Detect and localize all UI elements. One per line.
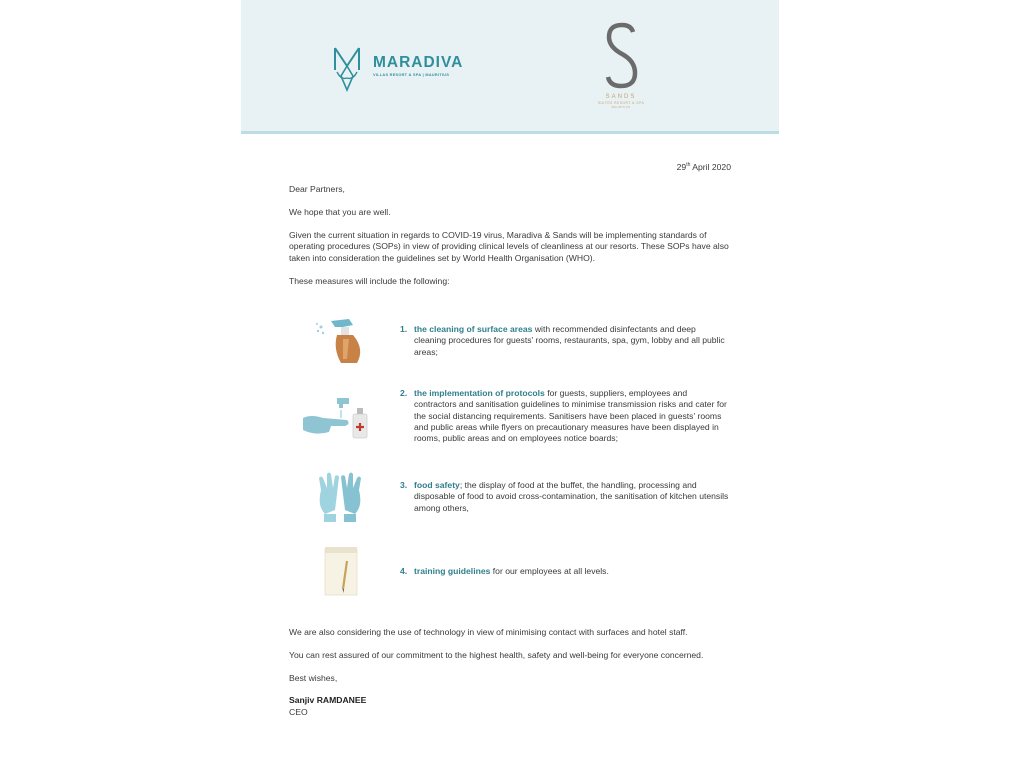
technology-paragraph: We are also considering the use of technology in view of minimising contact with surfaces and hotel staff. <box>289 627 688 637</box>
intro-paragraph: Given the current situation in regards to COVID-19 virus, Maradiva & Sands will be implementing standards of operating procedures (SOPs) in view of providing clinical levels of cleanliness at our resorts. These SOPs have also taken into consideration the guidelines set by World Health Organisation (WHO). <box>289 230 729 263</box>
signatory-name: Sanjiv RAMDANEE <box>289 695 367 705</box>
measures-intro: These measures will include the following: <box>289 276 450 286</box>
measure-item <box>400 480 730 514</box>
measure-text: ; the display of food at the buffet, the handling, processing and disposable of food to avoid cross-contamination, the sanitisation of kitchen utensils among others, <box>414 480 729 513</box>
assurance-paragraph: You can rest assured of our commitment to the highest health, safety and well-being for everyone concerned. <box>289 650 704 660</box>
letterhead <box>241 0 779 134</box>
letter-page <box>241 0 779 765</box>
gloves-icon <box>315 470 365 524</box>
measure-title: the implementation of protocols <box>414 388 545 398</box>
measure-text: for our employees at all levels. <box>490 566 609 576</box>
letter-date: 29th April 2020 <box>676 162 731 172</box>
measure-title: food safety <box>414 480 460 490</box>
sands-wordmark: SANDS <box>605 94 637 100</box>
measure-number: 3. <box>400 480 408 490</box>
sands-location: MAURITIUS <box>611 106 631 109</box>
sands-tagline: SUITES RESORT & SPA <box>597 101 645 105</box>
measure-item <box>400 566 730 577</box>
measure-item <box>400 388 730 444</box>
measure-title: training guidelines <box>414 566 491 576</box>
measure-text: with recommended disinfectants and deep cleaning procedures for guests' rooms, restaurants, spa, gym, lobby and all public areas; <box>414 324 725 357</box>
measure-text: for guests, suppliers, employees and contractors and sanitisation guidelines to minimise transmission risks and cater for the social distancing requirements. Sanitisers have been placed in guests' rooms and public areas while flyers on precautionary measures have been displayed in rooms, public areas and on employees notice boards; <box>414 388 727 444</box>
maradiva-tagline: VILLAS RESORT & SPA | MAURITIUS <box>373 73 450 77</box>
maradiva-wordmark: MARADIVA <box>373 54 464 71</box>
spray-bottle-icon <box>313 313 369 367</box>
measure-number: 1. <box>400 324 408 334</box>
measure-title: the cleaning of surface areas <box>414 324 533 334</box>
measure-item <box>400 324 730 358</box>
signatory-title: CEO <box>289 707 308 717</box>
notepad-icon <box>323 545 359 597</box>
measure-number: 2. <box>400 388 408 398</box>
measure-number: 4. <box>400 566 408 576</box>
maradiva-logo-icon <box>331 44 363 92</box>
closing: Best wishes, <box>289 673 338 683</box>
sands-logo-icon <box>601 22 643 90</box>
salutation: Dear Partners, <box>289 184 345 194</box>
hand-washing-icon <box>301 396 371 442</box>
greeting: We hope that you are well. <box>289 207 391 217</box>
